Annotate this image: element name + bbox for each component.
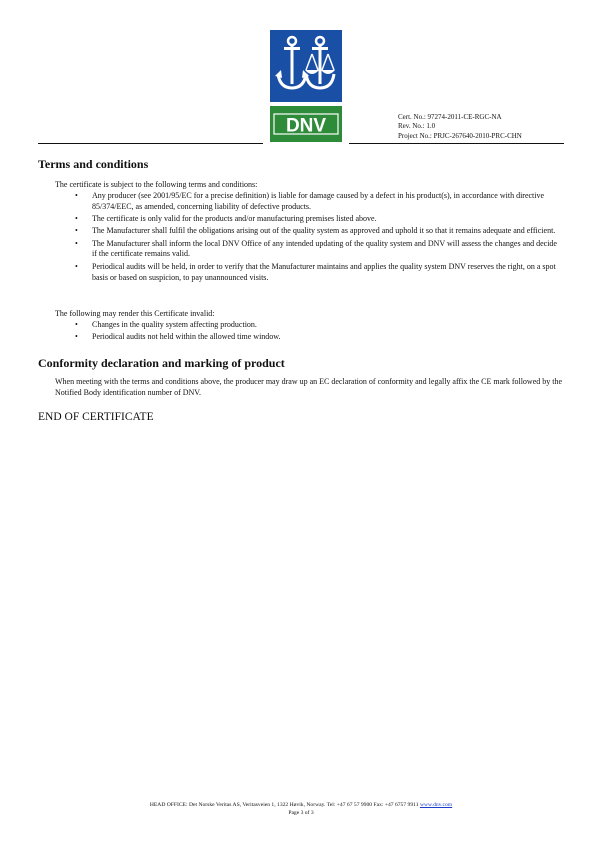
invalid-list — [55, 320, 563, 345]
conformity-heading: Conformity declaration and marking of product — [38, 356, 285, 370]
header-rule-left — [38, 143, 263, 144]
bullet-icon: • — [75, 238, 78, 248]
conformity-text: When meeting with the terms and conditions above, the producer may draw up an EC declaration of conformity and legally affix the CE mark followed by the Notified Body identification number of DNV. — [55, 377, 563, 397]
list-item: • Changes in the quality system affecting production. — [75, 320, 257, 329]
invalid-intro: The following may render this Certificate invalid: — [55, 309, 215, 318]
website-link[interactable]: www.dnv.com — [419, 802, 453, 808]
dnv-wordmark-text: DNV — [285, 115, 327, 137]
revision-number: Rev. No.: 1.0 — [398, 122, 436, 131]
list-item: • The Manufacturer shall inform the local DNV Office of any intended updating of the quality system and DNV will assess the changes and decide if the certificate remains valid. — [75, 238, 557, 259]
page-number: Page 3 of 3 — [288, 810, 314, 816]
header-rule-right — [349, 143, 564, 144]
certificate-reference-block — [398, 113, 522, 141]
bullet-icon: • — [75, 226, 78, 236]
footer-head-office — [0, 802, 602, 809]
terms-heading: Terms and conditions — [38, 157, 149, 171]
anchor-and-scales-icon — [270, 30, 342, 102]
list-item: • Periodical audits not held within the allowed time window. — [75, 332, 281, 342]
head-office-text: HEAD OFFICE: Det Norske Veritas AS, Veritasveien 1, 1322 Høvik, Norway. Tel: +47 67 57 9900 Fax: +47 6757 9911 — [149, 802, 419, 808]
dnv-logo — [270, 30, 342, 142]
bullet-icon: • — [75, 191, 78, 200]
list-item: • Any producer (see 2001/95/EC for a precise definition) is liable for damage caused by a defect in his product(s), in accordance with directive 85/374/EEC, as amended, concerning liability of defective products. — [75, 191, 545, 211]
bullet-icon: • — [75, 261, 78, 271]
terms-list — [55, 191, 563, 285]
list-item: • The Manufacturer shall fulfil the obligations arising out of the quality system as approved and uphold it so that it remains adequate and efficient. — [75, 226, 556, 236]
bullet-icon: • — [75, 320, 78, 329]
list-item: • Periodical audits will be held, in order to verify that the Manufacturer maintains and applies the quality system DNV reserves the right, on a spot basis or based on suspicion, to pay unannounced visits. — [75, 261, 556, 282]
bullet-icon: • — [75, 332, 78, 342]
cert-number: Cert. No.: 97274-2011-CE-RGC-NA — [398, 113, 502, 121]
list-item: • The certificate is only valid for the products and/or manufacturing premises listed above. — [75, 214, 377, 224]
terms-intro: The certificate is subject to the following terms and conditions: — [55, 180, 258, 189]
dnv-wordmark — [270, 106, 342, 142]
end-of-certificate: END OF CERTIFICATE — [38, 411, 154, 423]
bullet-icon: • — [75, 214, 78, 224]
project-number: Project No.: PRJC-267640-2010-PRC-CHN — [398, 131, 522, 140]
